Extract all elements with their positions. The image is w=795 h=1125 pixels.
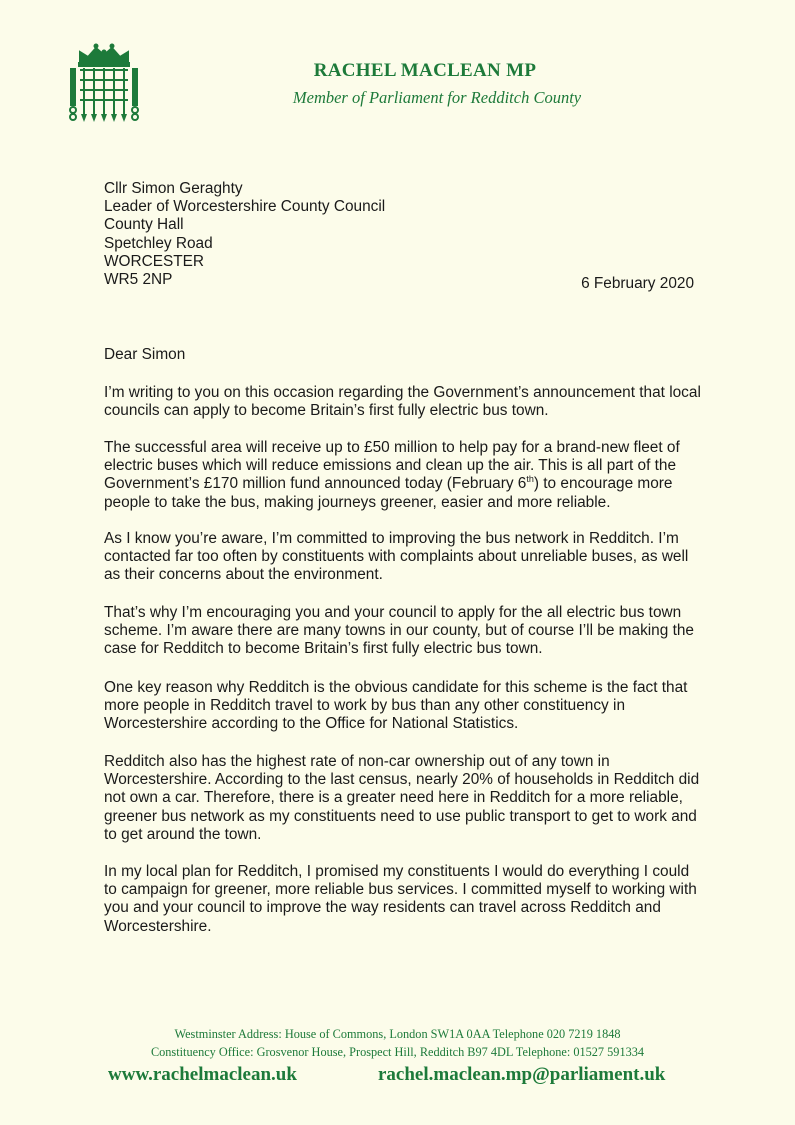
paragraph-5: One key reason why Redditch is the obvious candidate for this scheme is the fact that more people in Redditch travel to work by bus than any other constituency in Worcestershire according to the Office for National Statistics. (104, 679, 688, 733)
paragraph-2-text: The successful area will receive up to £50 million to help pay for a brand-new fleet of electric buses which will reduce emissions and clean up the air. This is all part of the Government’s £170 million fund announced today (February 6 (104, 439, 680, 493)
paragraph-2-superscript: th (526, 474, 534, 485)
address-line: WR5 2NP (104, 271, 173, 289)
salutation: Dear Simon (104, 346, 186, 363)
address-line: County Hall (104, 216, 184, 234)
footer-website-link[interactable]: www.rachelmaclean.uk (108, 1064, 297, 1085)
footer-westminster-address: Westminster Address: House of Commons, London SW1A 0AA Telephone 020 7219 1848 (174, 1027, 621, 1041)
address-line: Cllr Simon Geraghty (104, 180, 243, 197)
paragraph-7: In my local plan for Redditch, I promised my constituents I would do everything I could to campaign for greener, more reliable bus services. I committed myself to working with you and your council to improve the way residents can travel across Redditch and Worcestershire. (104, 863, 697, 935)
portcullis-icon (66, 42, 142, 124)
address-line: Leader of Worcestershire County Council (104, 198, 386, 216)
paragraph-3: As I know you’re aware, I’m committed to improving the bus network in Redditch. I’m contacted far too often by constituents with complaints about unreliable buses, as well as their concerns about the environment. (104, 530, 689, 584)
paragraph-4: That’s why I’m encouraging you and your council to apply for the all electric bus town scheme. I’m aware there are many towns in our county, but of course I’ll be making the case for Redditch to become Britain’s first fully electric bus town. (104, 604, 694, 658)
mp-title-subheading: Member of Parliament for Redditch County (292, 88, 582, 107)
address-line: WORCESTER (104, 252, 205, 270)
footer-email-link[interactable]: rachel.maclean.mp@parliament.uk (378, 1064, 666, 1085)
footer-constituency-address: Constituency Office: Grosvenor House, Prospect Hill, Redditch B97 4DL Telephone: 01527 591334 (150, 1045, 645, 1059)
recipient-address (104, 180, 504, 289)
paragraph-1: I’m writing to you on this occasion regarding the Government’s announcement that local councils can apply to become Britain’s first fully electric bus town. (104, 384, 701, 420)
letter-date: 6 February 2020 (581, 275, 694, 292)
paragraph-2 (104, 439, 704, 512)
mp-name-heading: RACHEL MACLEAN MP (313, 60, 537, 81)
paragraph-2-text-end: ) to encourage more people to take the bus, making journeys greener, easier and more reliable. (104, 475, 673, 511)
address-line: Spetchley Road (104, 234, 213, 252)
paragraph-6: Redditch also has the highest rate of non-car ownership out of any town in Worcestershire. According to the last census, nearly 20% of households in Redditch did not own a car. Therefore, there is a greater need here in Redditch for a more reliable, greener bus network as my constituents need to use public transport to get to work and to get around the town. (104, 753, 700, 843)
